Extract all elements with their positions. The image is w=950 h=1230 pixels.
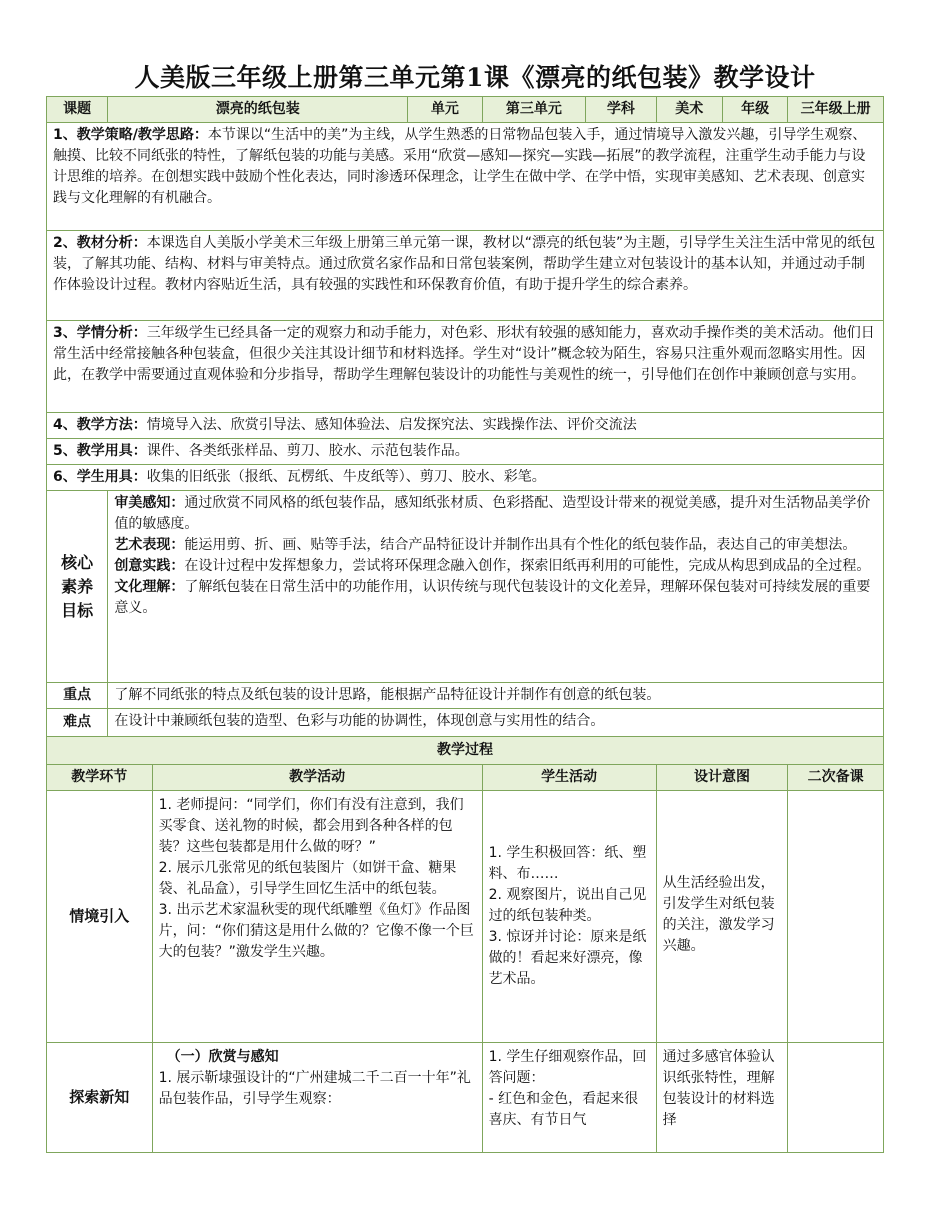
student-tools-text: 收集的旧纸张（报纸、瓦楞纸、牛皮纸等）、剪刀、胶水、彩笔。 xyxy=(146,469,546,485)
strategy-row xyxy=(47,123,884,231)
literacy-label: 核心素养目标 xyxy=(47,491,108,683)
grade-label: 年级 xyxy=(722,97,787,123)
subject-label: 学科 xyxy=(586,97,656,123)
literacy-item-name: 艺术表现： xyxy=(114,537,185,553)
difficulty-row xyxy=(47,709,884,737)
methods-label: 4、教学方法： xyxy=(53,417,147,433)
process-col-teacher: 教学活动 xyxy=(152,765,482,791)
difficulty-text: 在设计中兼顾纸包装的造型、色彩与功能的协调性，体现创意与实用性的结合。 xyxy=(108,709,884,737)
students-row xyxy=(47,321,884,413)
grade-value: 三年级上册 xyxy=(788,97,884,123)
process-title-row xyxy=(47,737,884,765)
unit-label: 单元 xyxy=(408,97,482,123)
literacy-item-text: 通过欣赏不同风格的纸包装作品，感知纸张材质、色彩搭配、造型设计带来的视觉美感，提升对生活物品美学价值的敏感度。 xyxy=(114,495,871,532)
process-title: 教学过程 xyxy=(47,737,884,765)
process-col-student: 学生活动 xyxy=(482,765,656,791)
strategy-label: 1、教学策略/教学思路： xyxy=(53,127,208,143)
tools-section xyxy=(47,439,884,465)
process-col-intent: 设计意图 xyxy=(656,765,788,791)
literacy-content xyxy=(108,491,884,683)
literacy-item xyxy=(114,535,877,556)
teacher-heading: （一）欣赏与感知 xyxy=(166,1049,279,1065)
key-point-row xyxy=(47,683,884,709)
literacy-item-text: 了解纸包装在日常生活中的功能作用，认识传统与现代包装设计的文化差异，理解环保包装对可持续发展的重要意义。 xyxy=(114,579,871,616)
lesson-plan-table xyxy=(46,96,884,1153)
methods-section xyxy=(47,413,884,439)
process-student-cell xyxy=(482,791,656,1043)
lesson-label: 课题 xyxy=(47,97,108,123)
process-intent-cell: 通过多感官体验认识纸张特性，理解包装设计的材料选择 xyxy=(656,1043,788,1153)
student-tools-section xyxy=(47,465,884,491)
student-step: 1. 学生仔细观察作品，回答问题： xyxy=(488,1049,647,1086)
header-row xyxy=(47,97,884,123)
student-tools-row xyxy=(47,465,884,491)
difficulty-label: 难点 xyxy=(47,709,108,737)
tools-text: 课件、各类纸张样品、剪刀、胶水、示范包装作品。 xyxy=(146,443,469,459)
student-step: - 红色和金色，看起来很喜庆、有节日气 xyxy=(488,1091,639,1128)
literacy-item-name: 创意实践： xyxy=(114,558,185,574)
strategy-text: 本节课以“生活中的美”为主线，从学生熟悉的日常物品包装入手，通过情境导入激发兴趣，引导学生观察、触摸、比较不同纸张的特性，了解纸包装的功能与美感。采用“欣赏—感知—探究—实践—拓展”的教学流程，注重学生动手能力与设计思维的培养。在创想实践中鼓励个性化表达，同时渗透环保理念，让学生在做中学、在学中悟，实现审美感知、艺术表现、创意实践与文化理解的有机融合。 xyxy=(53,127,867,206)
process-teacher-cell xyxy=(152,791,482,1043)
process-student-cell xyxy=(482,1043,656,1153)
literacy-item-name: 审美感知： xyxy=(114,495,185,511)
material-label: 2、教材分析： xyxy=(53,235,147,251)
process-teacher-cell xyxy=(152,1043,482,1153)
process-intent-cell: 从生活经验出发，引发学生对纸包装的关注，激发学习兴趣。 xyxy=(656,791,788,1043)
subject-value: 美术 xyxy=(656,97,722,123)
literacy-row xyxy=(47,491,884,683)
literacy-item xyxy=(114,493,877,535)
student-tools-label: 6、学生用具： xyxy=(53,469,147,485)
process-header-row xyxy=(47,765,884,791)
tools-row xyxy=(47,439,884,465)
key-point-label: 重点 xyxy=(47,683,108,709)
methods-row xyxy=(47,413,884,439)
teacher-step: 1. 老师提问：“同学们，你们有没有注意到，我们买零食、送礼物的时候，都会用到各种各样的包装？这些包装都是用什么做的呀？” xyxy=(158,797,464,855)
student-step: 3. 惊讶并讨论：原来是纸做的！看起来好漂亮，像艺术品。 xyxy=(488,929,647,987)
process-stage: 情境引入 xyxy=(47,791,153,1043)
material-row xyxy=(47,231,884,321)
teacher-step: 1. 展示靳埭强设计的“广州建城二千二百一十年”礼品包装作品，引导学生观察： xyxy=(158,1070,471,1107)
literacy-item-text: 在设计过程中发挥想象力，尝试将环保理念融入创作，探索旧纸再利用的可能性，完成从构思到成品的全过程。 xyxy=(184,558,871,574)
process-stage: 探索新知 xyxy=(47,1043,153,1153)
literacy-item-text: 能运用剪、折、画、贴等手法，结合产品特征设计并制作出具有个性化的纸包装作品，表达自己的审美想法。 xyxy=(184,537,857,553)
student-step: 1. 学生积极回答：纸、塑料、布…… xyxy=(488,845,647,882)
material-section xyxy=(47,231,884,321)
strategy-section xyxy=(47,123,884,231)
process-col-second: 二次备课 xyxy=(788,765,884,791)
student-step: 2. 观察图片，说出自己见过的纸包装种类。 xyxy=(488,887,647,924)
process-second-cell xyxy=(788,1043,884,1153)
tools-label: 5、教学用具： xyxy=(53,443,147,459)
methods-text: 情境导入法、欣赏引导法、感知体验法、启发探究法、实践操作法、评价交流法 xyxy=(146,417,637,433)
lesson-value: 漂亮的纸包装 xyxy=(108,97,408,123)
teacher-step: 2. 展示几张常见的纸包装图片（如饼干盒、糖果袋、礼品盒），引导学生回忆生活中的纸包装。 xyxy=(158,860,457,897)
process-second-cell xyxy=(788,791,884,1043)
literacy-item-name: 文化理解： xyxy=(114,579,185,595)
literacy-item xyxy=(114,556,877,577)
process-col-stage: 教学环节 xyxy=(47,765,153,791)
material-text: 本课选自人美版小学美术三年级上册第三单元第一课，教材以“漂亮的纸包装”为主题，引导学生关注生活中常见的纸包装，了解其功能、结构、材料与审美特点。通过欣赏名家作品和日常包装案例，帮助学生建立对包装设计的基本认知，并通过动手制作体验设计过程。教材内容贴近生活，具有较强的实践性和环保教育价值，有助于提升学生的综合素养。 xyxy=(53,235,876,293)
key-point-text: 了解不同纸张的特点及纸包装的设计思路，能根据产品特征设计并制作有创意的纸包装。 xyxy=(108,683,884,709)
process-row-intro xyxy=(47,791,884,1043)
literacy-item xyxy=(114,577,877,619)
document-title: 人美版三年级上册第三单元第1课《漂亮的纸包装》教学设计 xyxy=(134,63,816,92)
students-text: 三年级学生已经具备一定的观察力和动手能力，对色彩、形状有较强的感知能力，喜欢动手操作类的美术活动。他们日常生活中经常接触各种包装盒，但很少关注其设计细节和材料选择。学生对“设计”概念较为陌生，容易只注重外观而忽略实用性。因此，在教学中需要通过直观体验和分步指导，帮助学生理解包装设计的功能性与美观性的统一，引导他们在创作中兼顾创意与实用。 xyxy=(53,325,875,383)
unit-value: 第三单元 xyxy=(482,97,586,123)
process-row-explore xyxy=(47,1043,884,1153)
students-section xyxy=(47,321,884,413)
teacher-step: 3. 出示艺术家温秋雯的现代纸雕塑《鱼灯》作品图片，问：“你们猜这是用什么做的？它像不像一个巨大的包装？”激发学生兴趣。 xyxy=(158,902,474,960)
students-label: 3、学情分析： xyxy=(53,325,147,341)
